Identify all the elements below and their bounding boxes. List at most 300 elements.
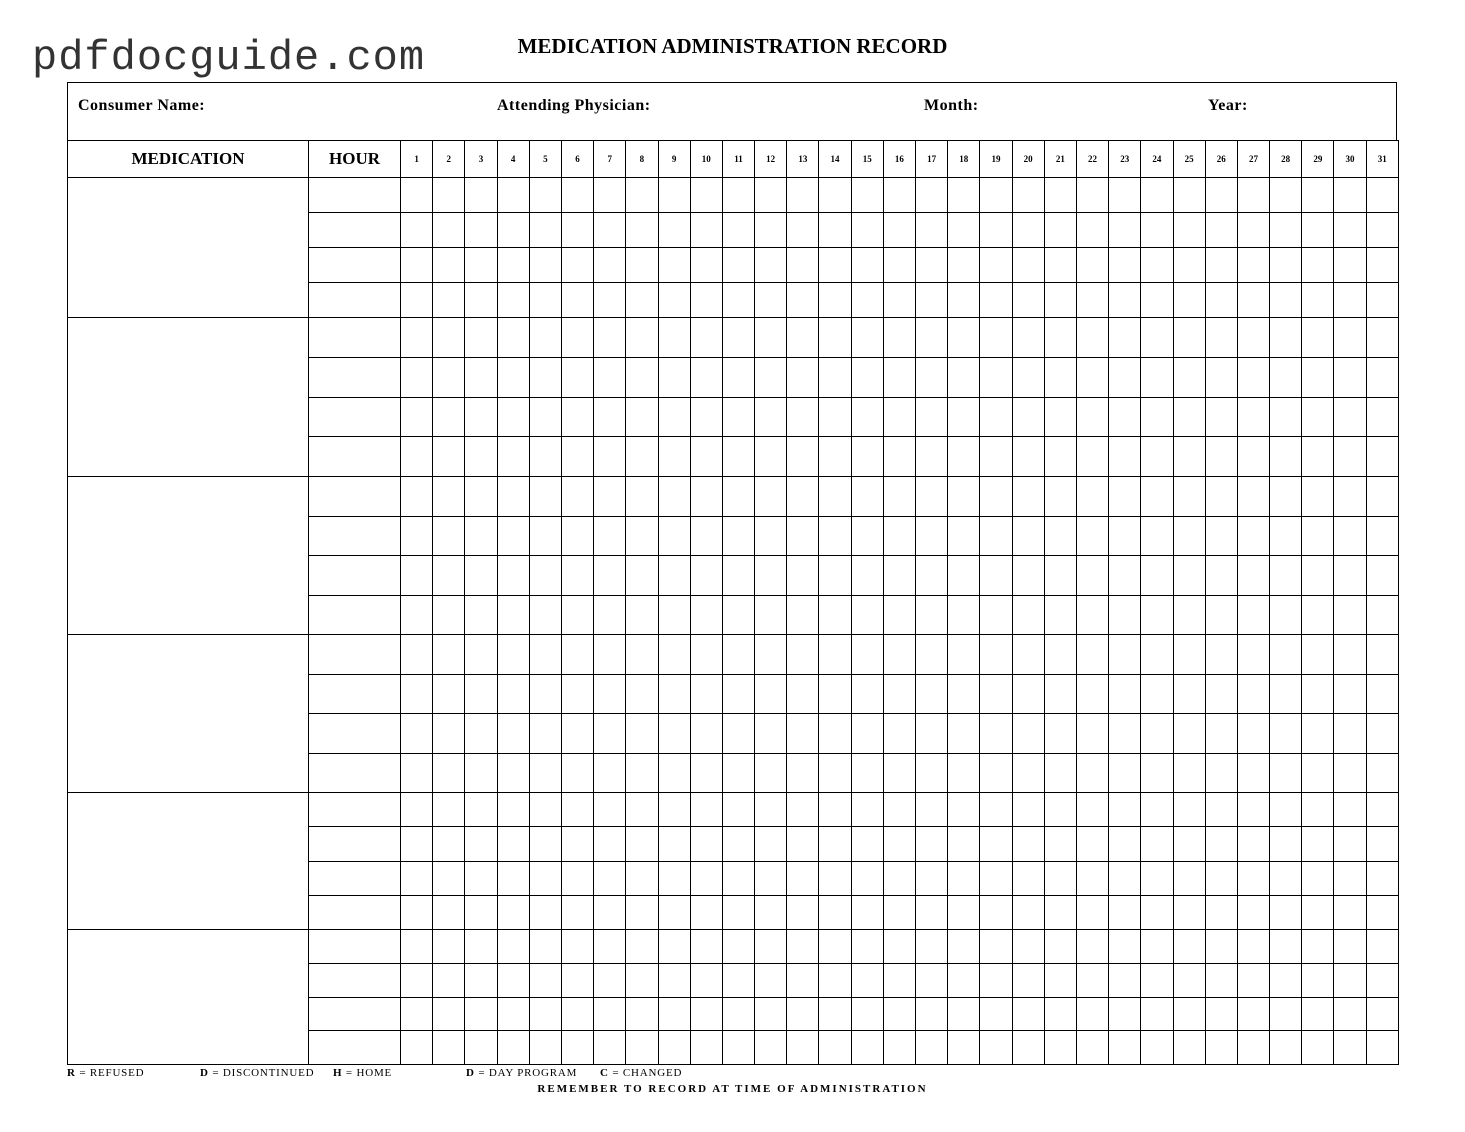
day-cell[interactable] xyxy=(497,963,529,997)
day-cell[interactable] xyxy=(1141,753,1173,793)
day-cell[interactable] xyxy=(883,516,915,556)
day-cell[interactable] xyxy=(1205,248,1237,283)
day-cell[interactable] xyxy=(851,635,883,675)
day-cell[interactable] xyxy=(465,714,497,754)
day-cell[interactable] xyxy=(1044,714,1076,754)
day-cell[interactable] xyxy=(1270,318,1302,358)
day-cell[interactable] xyxy=(722,895,754,929)
hour-cell[interactable] xyxy=(309,793,401,827)
day-cell[interactable] xyxy=(497,1031,529,1065)
day-cell[interactable] xyxy=(658,714,690,754)
day-cell[interactable] xyxy=(1302,714,1334,754)
day-cell[interactable] xyxy=(1366,283,1398,318)
day-cell[interactable] xyxy=(916,178,948,213)
day-cell[interactable] xyxy=(433,827,465,861)
day-cell[interactable] xyxy=(1205,357,1237,397)
day-cell[interactable] xyxy=(1334,635,1366,675)
day-cell[interactable] xyxy=(819,213,851,248)
day-cell[interactable] xyxy=(980,827,1012,861)
day-cell[interactable] xyxy=(851,895,883,929)
day-cell[interactable] xyxy=(722,997,754,1031)
day-cell[interactable] xyxy=(1012,283,1044,318)
day-cell[interactable] xyxy=(401,477,433,517)
day-cell[interactable] xyxy=(1173,963,1205,997)
day-cell[interactable] xyxy=(465,437,497,477)
day-cell[interactable] xyxy=(1012,930,1044,964)
day-cell[interactable] xyxy=(948,674,980,714)
day-cell[interactable] xyxy=(1366,556,1398,596)
day-cell[interactable] xyxy=(883,895,915,929)
day-cell[interactable] xyxy=(658,595,690,635)
day-cell[interactable] xyxy=(529,753,561,793)
day-cell[interactable] xyxy=(1366,437,1398,477)
day-cell[interactable] xyxy=(819,714,851,754)
day-cell[interactable] xyxy=(948,963,980,997)
day-cell[interactable] xyxy=(1302,895,1334,929)
day-cell[interactable] xyxy=(497,895,529,929)
day-cell[interactable] xyxy=(1076,357,1108,397)
day-cell[interactable] xyxy=(1237,895,1269,929)
day-cell[interactable] xyxy=(658,516,690,556)
day-cell[interactable] xyxy=(658,674,690,714)
day-cell[interactable] xyxy=(1237,318,1269,358)
day-cell[interactable] xyxy=(594,963,626,997)
day-cell[interactable] xyxy=(401,516,433,556)
day-cell[interactable] xyxy=(1366,477,1398,517)
day-cell[interactable] xyxy=(916,895,948,929)
day-cell[interactable] xyxy=(916,318,948,358)
day-cell[interactable] xyxy=(465,793,497,827)
day-cell[interactable] xyxy=(883,213,915,248)
day-cell[interactable] xyxy=(690,437,722,477)
day-cell[interactable] xyxy=(819,397,851,437)
day-cell[interactable] xyxy=(690,477,722,517)
day-cell[interactable] xyxy=(1141,318,1173,358)
day-cell[interactable] xyxy=(690,283,722,318)
day-cell[interactable] xyxy=(561,635,593,675)
day-cell[interactable] xyxy=(594,793,626,827)
day-cell[interactable] xyxy=(529,213,561,248)
hour-cell[interactable] xyxy=(309,963,401,997)
day-cell[interactable] xyxy=(1270,714,1302,754)
day-cell[interactable] xyxy=(1237,178,1269,213)
day-cell[interactable] xyxy=(883,827,915,861)
day-cell[interactable] xyxy=(1334,318,1366,358)
day-cell[interactable] xyxy=(1044,178,1076,213)
day-cell[interactable] xyxy=(497,397,529,437)
day-cell[interactable] xyxy=(658,477,690,517)
day-cell[interactable] xyxy=(1109,930,1141,964)
day-cell[interactable] xyxy=(883,178,915,213)
day-cell[interactable] xyxy=(883,861,915,895)
day-cell[interactable] xyxy=(1205,997,1237,1031)
day-cell[interactable] xyxy=(787,357,819,397)
day-cell[interactable] xyxy=(626,930,658,964)
day-cell[interactable] xyxy=(1366,997,1398,1031)
day-cell[interactable] xyxy=(465,516,497,556)
day-cell[interactable] xyxy=(1334,556,1366,596)
day-cell[interactable] xyxy=(433,318,465,358)
day-cell[interactable] xyxy=(1302,1031,1334,1065)
day-cell[interactable] xyxy=(916,283,948,318)
day-cell[interactable] xyxy=(1173,397,1205,437)
day-cell[interactable] xyxy=(594,318,626,358)
day-cell[interactable] xyxy=(1109,827,1141,861)
day-cell[interactable] xyxy=(1173,437,1205,477)
day-cell[interactable] xyxy=(433,283,465,318)
day-cell[interactable] xyxy=(1109,674,1141,714)
day-cell[interactable] xyxy=(529,556,561,596)
day-cell[interactable] xyxy=(1141,437,1173,477)
day-cell[interactable] xyxy=(1302,213,1334,248)
day-cell[interactable] xyxy=(722,635,754,675)
day-cell[interactable] xyxy=(851,674,883,714)
day-cell[interactable] xyxy=(1237,283,1269,318)
day-cell[interactable] xyxy=(1076,753,1108,793)
day-cell[interactable] xyxy=(433,248,465,283)
day-cell[interactable] xyxy=(465,861,497,895)
day-cell[interactable] xyxy=(1076,283,1108,318)
day-cell[interactable] xyxy=(626,437,658,477)
day-cell[interactable] xyxy=(722,861,754,895)
day-cell[interactable] xyxy=(1270,930,1302,964)
day-cell[interactable] xyxy=(465,397,497,437)
day-cell[interactable] xyxy=(1237,477,1269,517)
day-cell[interactable] xyxy=(465,930,497,964)
day-cell[interactable] xyxy=(401,861,433,895)
day-cell[interactable] xyxy=(1237,997,1269,1031)
day-cell[interactable] xyxy=(1334,753,1366,793)
day-cell[interactable] xyxy=(1044,895,1076,929)
day-cell[interactable] xyxy=(1141,714,1173,754)
day-cell[interactable] xyxy=(1109,635,1141,675)
day-cell[interactable] xyxy=(497,477,529,517)
day-cell[interactable] xyxy=(465,1031,497,1065)
day-cell[interactable] xyxy=(819,595,851,635)
day-cell[interactable] xyxy=(948,793,980,827)
day-cell[interactable] xyxy=(561,437,593,477)
day-cell[interactable] xyxy=(1366,827,1398,861)
day-cell[interactable] xyxy=(1366,318,1398,358)
day-cell[interactable] xyxy=(1012,318,1044,358)
day-cell[interactable] xyxy=(401,895,433,929)
day-cell[interactable] xyxy=(1366,1031,1398,1065)
day-cell[interactable] xyxy=(1076,963,1108,997)
day-cell[interactable] xyxy=(1270,595,1302,635)
day-cell[interactable] xyxy=(690,516,722,556)
day-cell[interactable] xyxy=(851,357,883,397)
day-cell[interactable] xyxy=(626,178,658,213)
day-cell[interactable] xyxy=(497,753,529,793)
day-cell[interactable] xyxy=(594,178,626,213)
hour-cell[interactable] xyxy=(309,861,401,895)
day-cell[interactable] xyxy=(1270,997,1302,1031)
day-cell[interactable] xyxy=(465,895,497,929)
day-cell[interactable] xyxy=(561,283,593,318)
day-cell[interactable] xyxy=(626,397,658,437)
day-cell[interactable] xyxy=(851,714,883,754)
day-cell[interactable] xyxy=(401,827,433,861)
day-cell[interactable] xyxy=(1237,930,1269,964)
day-cell[interactable] xyxy=(1270,357,1302,397)
hour-cell[interactable] xyxy=(309,827,401,861)
day-cell[interactable] xyxy=(465,213,497,248)
day-cell[interactable] xyxy=(1076,895,1108,929)
hour-cell[interactable] xyxy=(309,357,401,397)
day-cell[interactable] xyxy=(497,635,529,675)
day-cell[interactable] xyxy=(433,213,465,248)
day-cell[interactable] xyxy=(465,318,497,358)
day-cell[interactable] xyxy=(1270,635,1302,675)
day-cell[interactable] xyxy=(1173,827,1205,861)
hour-cell[interactable] xyxy=(309,397,401,437)
hour-cell[interactable] xyxy=(309,437,401,477)
day-cell[interactable] xyxy=(1334,477,1366,517)
day-cell[interactable] xyxy=(690,1031,722,1065)
day-cell[interactable] xyxy=(433,1031,465,1065)
day-cell[interactable] xyxy=(561,477,593,517)
day-cell[interactable] xyxy=(1334,963,1366,997)
day-cell[interactable] xyxy=(980,283,1012,318)
day-cell[interactable] xyxy=(1012,357,1044,397)
day-cell[interactable] xyxy=(690,861,722,895)
day-cell[interactable] xyxy=(948,714,980,754)
day-cell[interactable] xyxy=(755,861,787,895)
day-cell[interactable] xyxy=(529,861,561,895)
day-cell[interactable] xyxy=(433,595,465,635)
day-cell[interactable] xyxy=(561,674,593,714)
day-cell[interactable] xyxy=(755,318,787,358)
day-cell[interactable] xyxy=(1270,827,1302,861)
day-cell[interactable] xyxy=(1366,213,1398,248)
day-cell[interactable] xyxy=(948,437,980,477)
day-cell[interactable] xyxy=(1334,895,1366,929)
day-cell[interactable] xyxy=(851,753,883,793)
day-cell[interactable] xyxy=(1076,556,1108,596)
day-cell[interactable] xyxy=(497,516,529,556)
day-cell[interactable] xyxy=(883,997,915,1031)
day-cell[interactable] xyxy=(1270,753,1302,793)
day-cell[interactable] xyxy=(1205,963,1237,997)
day-cell[interactable] xyxy=(626,895,658,929)
day-cell[interactable] xyxy=(497,248,529,283)
day-cell[interactable] xyxy=(401,357,433,397)
day-cell[interactable] xyxy=(1366,861,1398,895)
day-cell[interactable] xyxy=(1366,753,1398,793)
day-cell[interactable] xyxy=(1012,178,1044,213)
day-cell[interactable] xyxy=(916,516,948,556)
day-cell[interactable] xyxy=(690,674,722,714)
day-cell[interactable] xyxy=(819,248,851,283)
day-cell[interactable] xyxy=(401,674,433,714)
day-cell[interactable] xyxy=(465,477,497,517)
hour-cell[interactable] xyxy=(309,895,401,929)
day-cell[interactable] xyxy=(465,753,497,793)
day-cell[interactable] xyxy=(1302,318,1334,358)
day-cell[interactable] xyxy=(883,437,915,477)
day-cell[interactable] xyxy=(819,895,851,929)
day-cell[interactable] xyxy=(529,397,561,437)
day-cell[interactable] xyxy=(1012,595,1044,635)
day-cell[interactable] xyxy=(561,318,593,358)
day-cell[interactable] xyxy=(819,827,851,861)
day-cell[interactable] xyxy=(948,318,980,358)
day-cell[interactable] xyxy=(1141,793,1173,827)
day-cell[interactable] xyxy=(722,357,754,397)
day-cell[interactable] xyxy=(722,1031,754,1065)
day-cell[interactable] xyxy=(883,477,915,517)
day-cell[interactable] xyxy=(1109,397,1141,437)
day-cell[interactable] xyxy=(787,963,819,997)
day-cell[interactable] xyxy=(1173,1031,1205,1065)
day-cell[interactable] xyxy=(561,963,593,997)
day-cell[interactable] xyxy=(690,997,722,1031)
day-cell[interactable] xyxy=(561,793,593,827)
day-cell[interactable] xyxy=(1334,930,1366,964)
day-cell[interactable] xyxy=(819,178,851,213)
day-cell[interactable] xyxy=(690,248,722,283)
day-cell[interactable] xyxy=(658,357,690,397)
day-cell[interactable] xyxy=(497,556,529,596)
day-cell[interactable] xyxy=(1141,516,1173,556)
day-cell[interactable] xyxy=(465,963,497,997)
day-cell[interactable] xyxy=(1302,477,1334,517)
day-cell[interactable] xyxy=(722,793,754,827)
day-cell[interactable] xyxy=(1270,963,1302,997)
day-cell[interactable] xyxy=(1205,477,1237,517)
day-cell[interactable] xyxy=(529,827,561,861)
day-cell[interactable] xyxy=(1076,437,1108,477)
day-cell[interactable] xyxy=(690,793,722,827)
day-cell[interactable] xyxy=(755,283,787,318)
day-cell[interactable] xyxy=(755,714,787,754)
day-cell[interactable] xyxy=(433,516,465,556)
day-cell[interactable] xyxy=(916,827,948,861)
day-cell[interactable] xyxy=(1044,516,1076,556)
day-cell[interactable] xyxy=(980,516,1012,556)
day-cell[interactable] xyxy=(1044,674,1076,714)
hour-cell[interactable] xyxy=(309,753,401,793)
day-cell[interactable] xyxy=(1141,997,1173,1031)
day-cell[interactable] xyxy=(1237,963,1269,997)
day-cell[interactable] xyxy=(1044,997,1076,1031)
day-cell[interactable] xyxy=(1270,248,1302,283)
day-cell[interactable] xyxy=(1076,178,1108,213)
medication-cell[interactable] xyxy=(68,930,309,1065)
day-cell[interactable] xyxy=(1302,437,1334,477)
day-cell[interactable] xyxy=(1141,213,1173,248)
day-cell[interactable] xyxy=(722,437,754,477)
day-cell[interactable] xyxy=(1109,753,1141,793)
day-cell[interactable] xyxy=(819,997,851,1031)
day-cell[interactable] xyxy=(1141,178,1173,213)
day-cell[interactable] xyxy=(594,674,626,714)
day-cell[interactable] xyxy=(787,178,819,213)
day-cell[interactable] xyxy=(1141,248,1173,283)
day-cell[interactable] xyxy=(497,930,529,964)
day-cell[interactable] xyxy=(948,213,980,248)
day-cell[interactable] xyxy=(433,357,465,397)
day-cell[interactable] xyxy=(916,397,948,437)
day-cell[interactable] xyxy=(529,318,561,358)
day-cell[interactable] xyxy=(1076,516,1108,556)
day-cell[interactable] xyxy=(529,930,561,964)
day-cell[interactable] xyxy=(1366,635,1398,675)
day-cell[interactable] xyxy=(658,930,690,964)
day-cell[interactable] xyxy=(851,997,883,1031)
day-cell[interactable] xyxy=(1237,827,1269,861)
day-cell[interactable] xyxy=(787,635,819,675)
day-cell[interactable] xyxy=(1366,595,1398,635)
day-cell[interactable] xyxy=(529,595,561,635)
day-cell[interactable] xyxy=(1076,477,1108,517)
day-cell[interactable] xyxy=(722,178,754,213)
day-cell[interactable] xyxy=(1237,397,1269,437)
day-cell[interactable] xyxy=(690,213,722,248)
day-cell[interactable] xyxy=(819,1031,851,1065)
day-cell[interactable] xyxy=(594,556,626,596)
day-cell[interactable] xyxy=(1237,1031,1269,1065)
day-cell[interactable] xyxy=(787,930,819,964)
day-cell[interactable] xyxy=(1173,861,1205,895)
day-cell[interactable] xyxy=(529,516,561,556)
day-cell[interactable] xyxy=(1044,861,1076,895)
day-cell[interactable] xyxy=(1012,397,1044,437)
day-cell[interactable] xyxy=(529,357,561,397)
hour-cell[interactable] xyxy=(309,1031,401,1065)
day-cell[interactable] xyxy=(1173,477,1205,517)
day-cell[interactable] xyxy=(787,714,819,754)
day-cell[interactable] xyxy=(916,1031,948,1065)
day-cell[interactable] xyxy=(594,283,626,318)
day-cell[interactable] xyxy=(1205,437,1237,477)
hour-cell[interactable] xyxy=(309,248,401,283)
day-cell[interactable] xyxy=(1044,793,1076,827)
day-cell[interactable] xyxy=(1334,997,1366,1031)
day-cell[interactable] xyxy=(1044,357,1076,397)
day-cell[interactable] xyxy=(1205,861,1237,895)
day-cell[interactable] xyxy=(980,753,1012,793)
day-cell[interactable] xyxy=(1044,477,1076,517)
day-cell[interactable] xyxy=(819,318,851,358)
day-cell[interactable] xyxy=(819,516,851,556)
day-cell[interactable] xyxy=(787,283,819,318)
day-cell[interactable] xyxy=(626,318,658,358)
day-cell[interactable] xyxy=(851,861,883,895)
day-cell[interactable] xyxy=(401,930,433,964)
day-cell[interactable] xyxy=(1334,714,1366,754)
day-cell[interactable] xyxy=(1141,556,1173,596)
day-cell[interactable] xyxy=(819,861,851,895)
day-cell[interactable] xyxy=(883,963,915,997)
day-cell[interactable] xyxy=(529,793,561,827)
day-cell[interactable] xyxy=(465,827,497,861)
day-cell[interactable] xyxy=(529,248,561,283)
day-cell[interactable] xyxy=(883,357,915,397)
day-cell[interactable] xyxy=(1141,397,1173,437)
day-cell[interactable] xyxy=(819,437,851,477)
day-cell[interactable] xyxy=(1141,674,1173,714)
day-cell[interactable] xyxy=(883,283,915,318)
day-cell[interactable] xyxy=(1270,674,1302,714)
day-cell[interactable] xyxy=(948,861,980,895)
medication-cell[interactable] xyxy=(68,178,309,318)
day-cell[interactable] xyxy=(755,1031,787,1065)
day-cell[interactable] xyxy=(883,674,915,714)
day-cell[interactable] xyxy=(1173,714,1205,754)
day-cell[interactable] xyxy=(1109,714,1141,754)
day-cell[interactable] xyxy=(851,930,883,964)
